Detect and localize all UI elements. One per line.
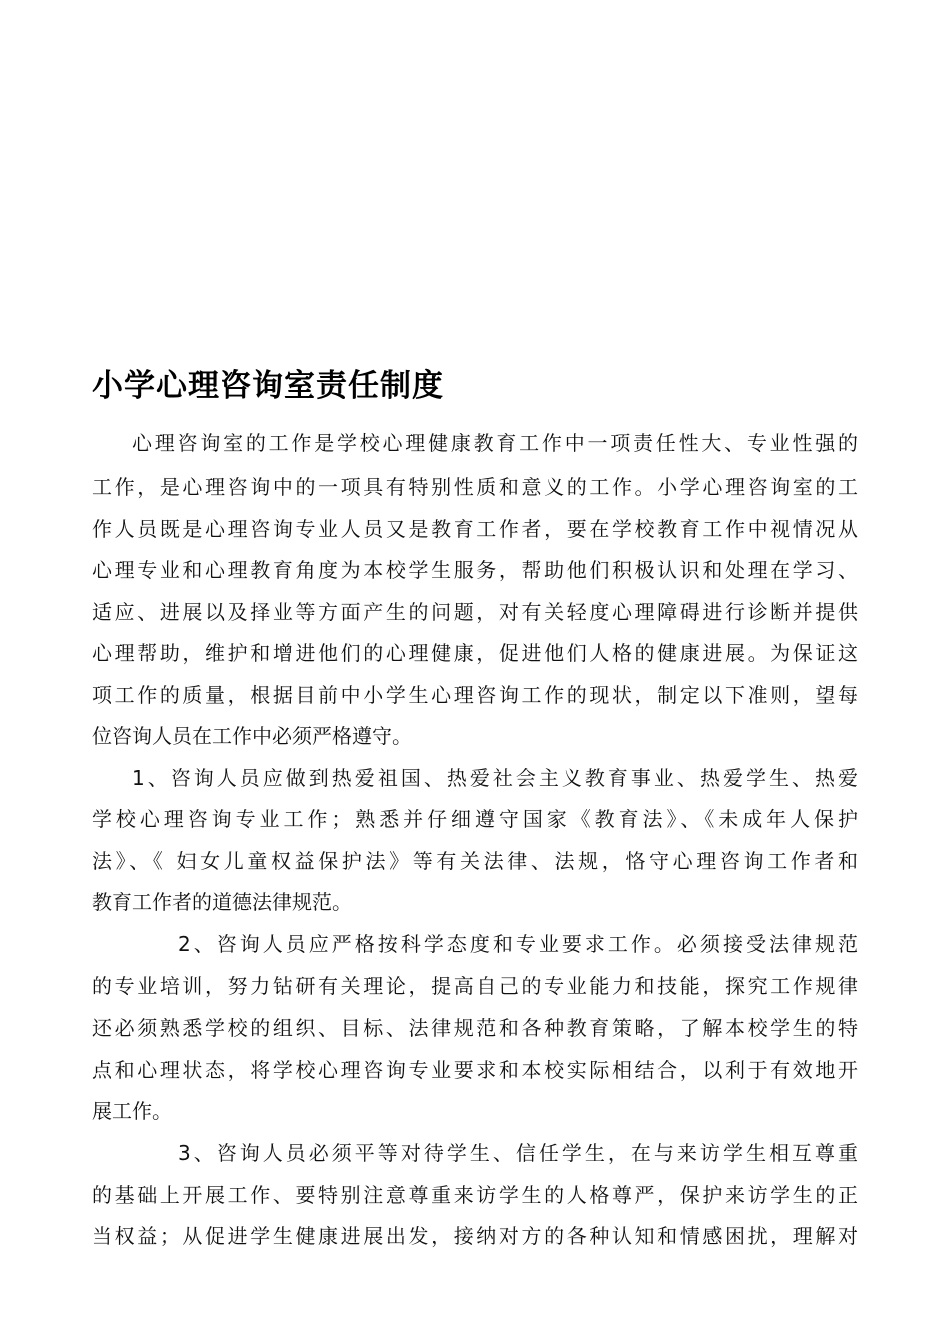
intro-line: 心理咨询室的工作是学校心理健康教育工作中一项责任性大、专业性强的	[132, 431, 858, 455]
document-title: 小学心理咨询室责任制度	[92, 368, 444, 404]
item-2-line: 还必须熟悉学校的组织、目标、法律规范和各种教育策略，了解本校学生的特	[92, 1016, 858, 1040]
item-3-line: 的基础上开展工作、要特别注意尊重来访学生的人格尊严，保护来访学生的正	[92, 1183, 858, 1207]
intro-line: 项工作的质量，根据目前中小学生心理咨询工作的现状，制定以下准则，望每	[92, 683, 858, 707]
intro-line: 工作，是心理咨询中的一项具有特别性质和意义的工作。小学心理咨询室的工	[92, 475, 858, 499]
intro-line: 心理专业和心理教育角度为本校学生服务，帮助他们积极认识和处理在学习、	[92, 558, 858, 582]
item-1-line: 教育工作者的道德法律规范。	[92, 890, 352, 914]
item-1-line: 法》、《 妇女儿童权益保护法》等有关法律、法规，恪守心理咨询工作者和	[92, 849, 858, 873]
intro-line: 心理帮助，维护和增进他们的心理健康，促进他们人格的健康进展。为保证这	[92, 641, 858, 665]
intro-line: 位咨询人员在工作中必须严格遵守。	[92, 724, 412, 748]
item-2-line: 的专业培训，努力钻研有关理论，提高自己的专业能力和技能，探究工作规律	[92, 974, 858, 998]
intro-line: 适应、进展以及择业等方面产生的问题，对有关轻度心理障碍进行诊断并提供	[92, 600, 858, 624]
item-1-line: 学校心理咨询专业工作；熟悉并仔细遵守国家《教育法》、《未成年人保护	[92, 807, 858, 831]
item-2-line: 点和心理状态，将学校心理咨询专业要求和本校实际相结合，以利于有效地开	[92, 1058, 858, 1082]
intro-line: 作人员既是心理咨询专业人员又是教育工作者，要在学校教育工作中视情况从	[92, 517, 858, 541]
item-3-line: 当权益；从促进学生健康进展出发，接纳对方的各种认知和情感困扰，理解对	[92, 1224, 858, 1248]
item-2-line: 展工作。	[92, 1099, 172, 1123]
item-1-line: 1、咨询人员应做到热爱祖国、热爱社会主义教育事业、热爱学生、热爱	[132, 766, 858, 790]
item-2-line: 2、咨询人员应严格按科学态度和专业要求工作。必须接受法律规范	[178, 932, 858, 956]
item-3-line: 3、咨询人员必须平等对待学生、信任学生，在与来访学生相互尊重	[178, 1141, 858, 1165]
